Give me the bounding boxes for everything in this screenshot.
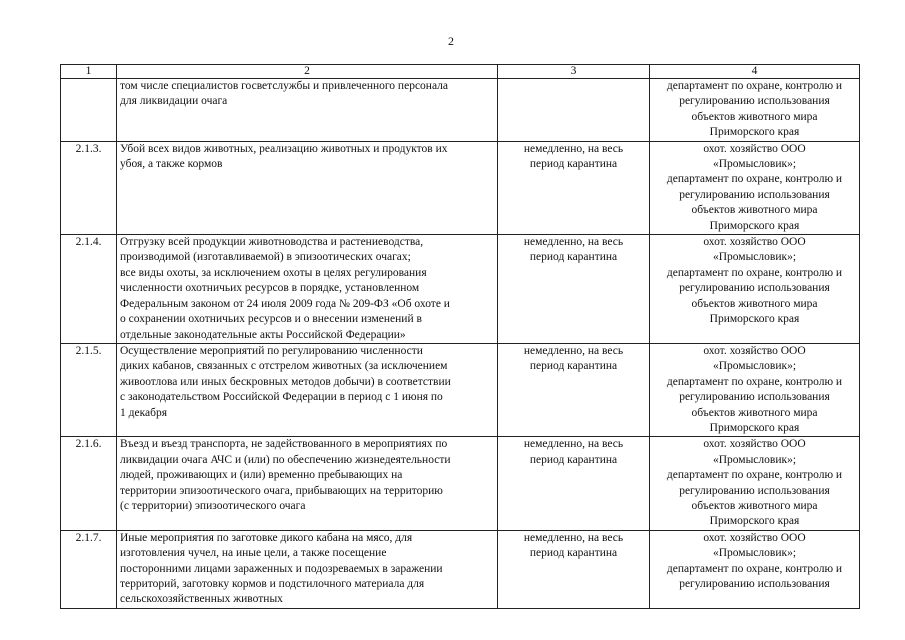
responsible-line: объектов животного мира [691, 406, 818, 419]
deadline-line: период карантина [529, 360, 618, 373]
responsible-cell [650, 235, 860, 344]
description-line: отдельные законодательные акты Российской Федерации» [120, 328, 406, 341]
responsible-line: объектов животного мира [691, 110, 818, 123]
table-row [61, 79, 860, 142]
table-row [61, 343, 860, 436]
responsible-line: Приморского края [709, 313, 800, 326]
responsible-line: департамент по охране, контролю и [666, 469, 843, 482]
deadline-cell [498, 141, 650, 234]
measures-table [60, 64, 860, 609]
table-row [61, 141, 860, 234]
responsible-line: охот. хозяйство ООО [703, 531, 806, 544]
column-header: 1 [61, 65, 117, 79]
responsible-line: «Промысловик»; [712, 251, 797, 264]
deadline-line: немедленно, на весь [523, 236, 624, 249]
deadline-line: период карантина [529, 158, 618, 171]
responsible-line: регулированию использования [679, 484, 830, 497]
responsible-line: Приморского края [709, 126, 800, 139]
deadline-cell [498, 343, 650, 436]
table-row [61, 437, 860, 530]
table-header-row [61, 65, 860, 79]
description-line: сельскохозяйственных животных [120, 593, 283, 606]
responsible-line: Приморского края [709, 421, 800, 434]
page-number: 2 [448, 34, 454, 48]
column-header: 3 [498, 65, 650, 79]
description-line: ликвидации очага АЧС и (или) по обеспечению жизнедеятельности [120, 453, 451, 466]
responsible-line: регулированию использования [679, 391, 830, 404]
description-line: диких кабанов, связанных с отстрелом животных (за исключением [120, 360, 448, 373]
responsible-line: регулированию использования [679, 188, 830, 201]
measure-description [117, 343, 498, 436]
responsible-line: «Промысловик»; [712, 547, 797, 560]
responsible-line: объектов животного мира [691, 499, 818, 512]
responsible-line: департамент по охране, контролю и [666, 173, 843, 186]
description-line: том числе специалистов госветслужбы и привлеченного персонала [120, 80, 449, 92]
responsible-line: охот. хозяйство ООО [703, 344, 806, 357]
deadline-line: период карантина [529, 547, 618, 560]
column-header: 4 [650, 65, 860, 79]
responsible-line: департамент по охране, контролю и [666, 375, 843, 388]
deadline-cell [498, 79, 650, 142]
description-line: 1 декабря [120, 406, 167, 419]
description-line: Федеральным законом от 24 июля 2009 года № 209-ФЗ «Об охоте и [120, 297, 450, 310]
responsible-line: «Промысловик»; [712, 158, 797, 171]
responsible-cell [650, 79, 860, 142]
description-line: изготовления чучел, на иные цели, а также посещение [120, 547, 387, 560]
table-row [61, 530, 860, 608]
responsible-line: «Промысловик»; [712, 360, 797, 373]
description-line: численности охотничьих ресурсов в порядке, установленном [120, 282, 420, 295]
description-line: производимой (изготавливаемой) в эпизоотических очагах; [120, 251, 411, 264]
description-line: Въезд и въезд транспорта, не задействованного в мероприятиях по [120, 438, 448, 451]
responsible-cell [650, 141, 860, 234]
description-line: живоотлова или иных бескровных методов добычи) в соответствии [120, 375, 451, 388]
responsible-line: департамент по охране, контролю и [666, 266, 843, 279]
responsible-line: регулированию использования [679, 578, 830, 590]
description-line: убоя, а также кормов [120, 158, 223, 171]
measure-description [117, 79, 498, 142]
description-line: людей, проживающих и (или) временно пребывающих на [120, 469, 403, 482]
item-number: 2.1.4. [61, 235, 117, 344]
item-number: 2.1.5. [61, 343, 117, 436]
item-number: 2.1.3. [61, 141, 117, 234]
responsible-line: охот. хозяйство ООО [703, 438, 806, 451]
responsible-line: объектов животного мира [691, 204, 818, 217]
description-line: (с территории) эпизоотического очага [120, 499, 306, 512]
description-line: Убой всех видов животных, реализацию животных и продуктов их [120, 142, 448, 155]
responsible-line: регулированию использования [679, 282, 830, 295]
responsible-line: департамент по охране, контролю и [666, 80, 843, 92]
responsible-cell [650, 437, 860, 530]
deadline-cell [498, 437, 650, 530]
deadline-line: немедленно, на весь [523, 344, 624, 357]
deadline-cell [498, 530, 650, 608]
deadline-line: немедленно, на весь [523, 142, 624, 155]
description-line: все виды охоты, за исключением охоты в целях регулирования [120, 266, 427, 279]
measure-description [117, 235, 498, 344]
deadline-line: период карантина [529, 251, 618, 264]
column-header: 2 [117, 65, 498, 79]
description-line: для ликвидации очага [120, 95, 228, 108]
responsible-line: Приморского края [709, 219, 800, 232]
responsible-line: охот. хозяйство ООО [703, 142, 806, 155]
description-line: Иные мероприятия по заготовке дикого кабана на мясо, для [120, 531, 413, 544]
responsible-cell [650, 530, 860, 608]
item-number: 2.1.7. [61, 530, 117, 608]
responsible-line: охот. хозяйство ООО [703, 236, 806, 249]
table-row [61, 235, 860, 344]
deadline-cell [498, 235, 650, 344]
measure-description [117, 530, 498, 608]
description-line: о сохранении охотничьих ресурсов и о внесении изменений в [120, 313, 422, 326]
responsible-line: департамент по охране, контролю и [666, 562, 843, 575]
responsible-line: «Промысловик»; [712, 453, 797, 466]
measure-description [117, 141, 498, 234]
item-number: 2.1.6. [61, 437, 117, 530]
deadline-line: немедленно, на весь [523, 531, 624, 544]
description-line: территории эпизоотического очага, прибывающих на территорию [120, 484, 443, 497]
description-line: с законодательством Российской Федерации в период с 1 июня по [120, 391, 443, 404]
description-line: Осуществление мероприятий по регулированию численности [120, 344, 423, 357]
description-line: территорий, заготовку кормов и подстилочного материала для [120, 578, 425, 590]
description-line: Отгрузку всей продукции животноводства и растениеводства, [120, 236, 424, 249]
responsible-cell [650, 343, 860, 436]
responsible-line: регулированию использования [679, 95, 830, 108]
description-line: посторонними лицами зараженных и подозреваемых в заражении [120, 562, 443, 575]
responsible-line: Приморского края [709, 515, 800, 528]
responsible-line: объектов животного мира [691, 297, 818, 310]
deadline-line: период карантина [529, 453, 618, 466]
deadline-line: немедленно, на весь [523, 438, 624, 451]
measure-description [117, 437, 498, 530]
item-number [61, 79, 117, 142]
